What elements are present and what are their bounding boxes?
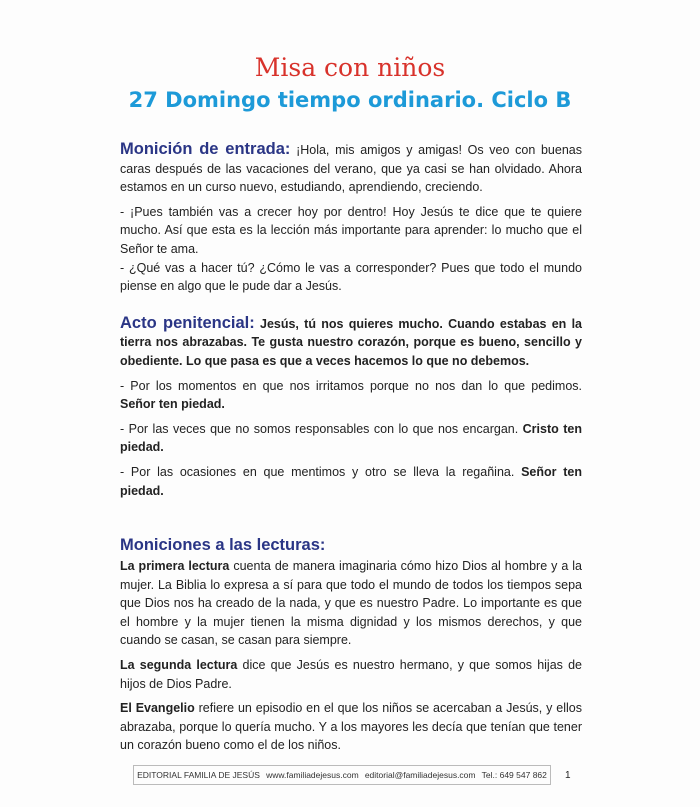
acto-item-response: Señor ten piedad.: [120, 464, 582, 498]
monicion-intro: ¡Hola, mis amigos y amigas! Os veo con buenas caras después de las vacaciones del verano, que ya casi se han olvidado. Ahora estamos en un curso nuevo, estudiando, aprendiendo, creciendo.: [120, 143, 582, 195]
lectura-item: [120, 656, 582, 693]
page-subtitle: 27 Domingo tiempo ordinario. Ciclo B: [128, 88, 572, 112]
lectura-text: dice que Jesús es nuestro hermano, y que somos hijas de hijos de Dios Padre.: [120, 658, 582, 691]
lectura-item: [120, 699, 582, 755]
footer-email[interactable]: editorial@familiadejesus.com: [364, 770, 476, 781]
lectura-lead: La primera lectura: [120, 559, 230, 574]
lecturas-section: [120, 534, 582, 755]
lectura-item: [120, 557, 582, 650]
page-title: Misa con niños: [254, 53, 446, 82]
acto-item-response: Cristo ten piedad.: [120, 421, 582, 455]
page-bottom: [0, 765, 700, 787]
acto-item: [120, 420, 582, 457]
lectura-lead: La segunda lectura: [120, 658, 238, 673]
lectura-text: refiere un episodio en el que los niños se acercaban a Jesús, y ellos abrazaba, porque lo quería mucho. Y a los mayores les decía que tenían que tener un corazón bueno como el de los niños.: [120, 701, 582, 753]
footer: [133, 765, 551, 785]
acto-item: [120, 377, 582, 414]
monicion-paragraph: - ¡Pues también vas a crecer hoy por dentro! Hoy Jesús te dice que te quiere mucho. Así que esta es la lección más importante para aprender: lo mucho que el Señor te ama.: [120, 204, 582, 256]
acto-item-response: Señor ten piedad.: [120, 397, 225, 412]
acto-intro: Jesús, tú nos quieres mucho. Cuando estabas en la tierra nos abrazabas. Te gusta nuestro corazón, porque es bueno, sencillo y obediente. Lo que pasa es que a veces hacemos lo que no debemos.: [120, 316, 583, 368]
monicion-heading: Monición de entrada:: [120, 140, 291, 158]
footer-phone: Tel.: 649 547 862: [481, 770, 547, 781]
monicion-section: [120, 140, 582, 296]
lectura-text: cuenta de manera imaginaria cómo hizo Dios al hombre y a la mujer. La Biblia lo expresa a sí para que todo el mundo de todos los tiempos sepa que Dios nos ha creado de la nada, y que es nuestro Padre. Lo importante es que el hombre y la mujer tienen la misma dignidad y los mismos derechos, y que cuando se casan, se casan para siempre.: [120, 559, 582, 648]
acto-item-text: - Por los momentos en que nos irritamos porque no nos dan lo que pedimos.: [120, 378, 582, 393]
monicion-paragraph: - ¿Qué vas a hacer tú? ¿Cómo le vas a corresponder? Pues que todo el mundo piense en algo que le pude dar a Jesús.: [120, 260, 582, 294]
footer-website[interactable]: www.familiadejesus.com: [266, 770, 359, 781]
acto-item-text: - Por las ocasiones en que mentimos y otro se lleva la regañina.: [120, 464, 522, 479]
acto-heading: Acto penitencial:: [120, 313, 255, 332]
footer-publisher: EDITORIAL FAMILIA DE JESÚS: [137, 770, 260, 781]
acto-item: [120, 463, 582, 500]
lectura-lead: El Evangelio: [120, 701, 195, 716]
acto-item-text: - Por las veces que no somos responsables con lo que nos encargan.: [120, 421, 523, 436]
lecturas-heading: Moniciones a las lecturas:: [120, 536, 326, 555]
acto-section: [120, 314, 582, 500]
page-number: 1: [565, 770, 571, 782]
